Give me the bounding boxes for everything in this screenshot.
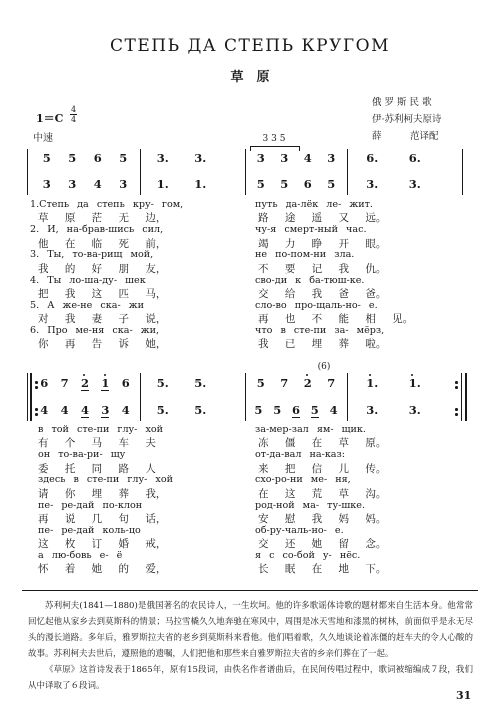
bar-line xyxy=(462,149,463,195)
note: 3. xyxy=(194,151,207,165)
lyric-chinese-left: 他 在 临 死 前， xyxy=(38,237,167,250)
footnote-paragraph-1: 苏利柯夫(1841—1880)是俄国著名的农民诗人，一生坎坷。他的许多歌谣体诗歌的题材都来自生活本身。他常常回忆起他从家乡去到莫斯科的情景；马拉雪橇久久地奔驰在寒风中，周围是冰天雪地和漆黑的树林，前面似乎是永无尽头的漫长道路。多年后，雅罗斯拉夫省的老乡到莫斯科来看他。他们唱着歌，久久地谈论着冻僵的赶车夫的令人心酸的故事。苏利柯夫去世后，遵照他的遗嘱，人们把他和那些来自雅罗斯拉夫省的乡亲们葬在了一起。 xyxy=(28,601,473,659)
measure-4 xyxy=(347,177,462,191)
lyric-russian-left: он то-ва-ри- щу xyxy=(38,449,126,461)
note: 3. xyxy=(408,177,421,191)
lyric-chinese-right: 竭 力 睁 开 眼。 xyxy=(258,237,387,250)
upper-voice xyxy=(30,151,462,165)
note: 1. xyxy=(156,177,169,191)
lyric-russian-right: я с со-бой у- нёс. xyxy=(255,550,361,561)
lyric-chinese-right: 交 给 我 爸 爸。 xyxy=(258,287,387,300)
credit-origin: 俄 罗 斯 民 歌 xyxy=(372,97,432,108)
note: 5 xyxy=(254,403,263,417)
lyric-chinese-right: 交 还 她 留 念。 xyxy=(258,538,387,551)
note: 5 xyxy=(280,177,289,191)
lyric-chinese-left: 有 个 马 车 夫 xyxy=(38,437,156,450)
lyric-russian-left: 4. Ты ло-ша-ду- шек xyxy=(30,274,146,286)
lyric-chinese-right: 不 要 记 我 仇。 xyxy=(258,262,387,275)
note: 6 xyxy=(93,151,102,165)
footnote-divider xyxy=(22,590,478,591)
credit-lyricist: 伊·苏利柯夫原诗 xyxy=(372,114,442,125)
lyric-chinese-right: 再 也 不 能 相 见。 xyxy=(258,313,414,326)
lyric-chinese-right: 我 已 埋 葬 啦。 xyxy=(258,338,387,351)
note: 5. xyxy=(194,403,207,417)
measure-4 xyxy=(347,403,462,417)
note: 1 xyxy=(101,375,110,390)
note: 3 xyxy=(327,151,336,165)
measure-1 xyxy=(30,376,140,390)
lyric-russian-left: 6. Про ме-ня ска- жи, xyxy=(30,325,160,336)
note: 5 xyxy=(256,177,265,191)
measure-1 xyxy=(30,151,140,165)
lyric-chinese-left: 请 你 埋 葬 我， xyxy=(38,487,167,500)
note: 5 xyxy=(310,402,319,417)
note: 7 xyxy=(280,376,289,390)
note: 1. xyxy=(366,376,379,390)
note: 4 xyxy=(80,402,89,417)
measure-2 xyxy=(140,403,245,417)
note: 6 xyxy=(303,177,312,191)
lyric-russian-left: 2. И, на-брав-шись сил, xyxy=(30,224,164,236)
note: 2 xyxy=(303,376,312,390)
note: 5 xyxy=(256,376,265,390)
note: 3 xyxy=(101,402,110,417)
lyric-russian-right: сво-ди к ба-тюш-ке. xyxy=(255,274,365,286)
note: 4 xyxy=(40,403,49,417)
lyric-chinese-right: 安 慰 我 妈 妈。 xyxy=(258,512,387,525)
lyric-chinese-left: 怀 着 她 的 爱， xyxy=(38,563,167,576)
note: 4 xyxy=(329,403,338,417)
note: 3. xyxy=(408,403,421,417)
lyric-chinese-left: 这 枚 订 婚 戒， xyxy=(38,538,167,551)
note: 3. xyxy=(366,403,379,417)
measure-1 xyxy=(30,403,140,417)
footnote xyxy=(28,598,473,694)
lyric-russian-left: пе- ре-дай коль-цо xyxy=(38,524,141,536)
lower-voice xyxy=(30,403,462,417)
lyric-chinese-left: 对 我 妻 子 说， xyxy=(38,313,167,326)
footnote-paragraph-2: 《草原》这首诗发表于1865年，原有15段词，由佚名作者谱曲后，在民间传唱过程中，歌词被缩编成７段，我们从中译取了６段词。 xyxy=(28,665,473,691)
lyric-chinese-right: 路 途 遥 又 远。 xyxy=(258,212,387,225)
measure-1 xyxy=(30,177,140,191)
song-subtitle: 草 原 xyxy=(230,70,270,85)
note: 3 xyxy=(42,177,51,191)
note: 3 xyxy=(280,151,289,165)
note: 3. xyxy=(156,151,169,165)
lyric-russian-left: 5. А же-не ска- жи xyxy=(30,299,144,311)
note: 2 xyxy=(80,375,89,390)
note: 6 xyxy=(291,402,300,417)
tempo-marking: 中速 xyxy=(33,133,53,144)
ornament-note: (6) xyxy=(317,362,331,372)
measure-3 xyxy=(245,403,347,417)
measure-4 xyxy=(347,151,462,165)
lyric-russian-left: пе- ре-дай по-клон xyxy=(38,499,143,511)
note: 4 xyxy=(60,403,69,417)
lyric-russian-right: от-да-вал на-каз: xyxy=(255,449,345,461)
page-number: 31 xyxy=(456,689,472,702)
time-signature-bottom: 4 xyxy=(71,115,77,124)
lyric-chinese-right: 冻 僵 在 草 原。 xyxy=(258,437,387,450)
lyric-chinese-right: 来 把 信 儿 传。 xyxy=(258,462,387,475)
note: 3. xyxy=(366,177,379,191)
key-signature: 1＝C xyxy=(36,112,64,125)
lyric-russian-right: схо-ро-ни ме- ня, xyxy=(255,474,351,486)
measure-2 xyxy=(140,376,245,390)
lyric-russian-left: в той сте-пи глу- хой xyxy=(38,424,164,435)
lyric-russian-right: путь да-лёк ле- жит. xyxy=(255,199,373,210)
note: 7 xyxy=(60,376,69,390)
song-title: СТЕПЬ ДА СТЕПЬ КРУГОМ xyxy=(110,36,390,56)
lyric-chinese-left: 把 我 这 匹 马， xyxy=(38,287,167,300)
note: 1. xyxy=(408,376,421,390)
note: 5 xyxy=(119,151,128,165)
lyric-russian-right: род-ной ма- ту-шке. xyxy=(255,499,365,511)
note: 5. xyxy=(194,376,207,390)
upper-voice xyxy=(30,376,462,390)
lyric-russian-right: за-мер-зал ям- щик. xyxy=(255,424,366,435)
note: 5. xyxy=(156,403,169,417)
note: 4 xyxy=(303,151,312,165)
lyric-russian-left: 1.Степь да степь кру- гом, xyxy=(30,199,184,210)
lyric-chinese-left: 草 原 茫 无 边， xyxy=(38,212,167,225)
note: 6 xyxy=(121,376,130,390)
ornament-notes: 3 3 5 xyxy=(262,134,286,144)
measure-3 xyxy=(245,151,347,165)
lyric-russian-right: об-ру-чаль-но- е. xyxy=(255,524,344,536)
note: 3 xyxy=(68,177,77,191)
measure-3 xyxy=(245,376,347,390)
lyric-russian-right: не по-пом-ни зла. xyxy=(255,249,355,261)
lyric-chinese-left: 你 再 告 诉 她， xyxy=(38,338,167,351)
credits xyxy=(372,94,442,145)
note: 5 xyxy=(327,177,336,191)
measure-2 xyxy=(140,151,245,165)
note: 5 xyxy=(273,403,282,417)
lyric-russian-right: сло-во про-щаль-но- е. xyxy=(255,299,378,311)
lyric-russian-left: 3. Ты, то-ва-рищ мой, xyxy=(30,249,154,261)
credit-translator: 薛 范译配 xyxy=(372,131,439,142)
measure-4 xyxy=(347,376,462,390)
note: 4 xyxy=(93,177,102,191)
lyric-chinese-left: 再 说 几 句 话， xyxy=(38,512,167,525)
note: 6 xyxy=(40,376,49,390)
lyric-chinese-left: 我 的 好 朋 友， xyxy=(38,262,167,275)
lyric-chinese-right: 长 眠 在 地 下。 xyxy=(258,563,387,576)
measure-3 xyxy=(245,177,347,191)
note: 6. xyxy=(366,151,379,165)
note: 5 xyxy=(42,151,51,165)
note: 3 xyxy=(119,177,128,191)
time-signature xyxy=(70,105,77,124)
repeat-end-bar-thick xyxy=(465,373,467,421)
lyric-russian-right: чу-я смерт-ный час. xyxy=(255,224,367,236)
note: 1. xyxy=(194,177,207,191)
note: 6. xyxy=(408,151,421,165)
lyric-russian-right: что в сте-пи за- мёрз, xyxy=(255,325,385,336)
note: 4 xyxy=(121,403,130,417)
time-signature-top: 4 xyxy=(71,105,77,114)
note: 3 xyxy=(256,151,265,165)
note: 5 xyxy=(68,151,77,165)
note: 7 xyxy=(327,376,336,390)
lyric-russian-left: а лю-бовь е- ё xyxy=(38,550,123,561)
measure-2 xyxy=(140,177,245,191)
lower-voice xyxy=(30,177,462,191)
lyric-chinese-left: 委 托 同 路 人 xyxy=(38,462,156,475)
lyric-chinese-right: 在 这 荒 草 沟。 xyxy=(258,487,387,500)
note: 5. xyxy=(156,376,169,390)
lyric-russian-left: здесь в сте-пи глу- хой xyxy=(38,474,173,486)
